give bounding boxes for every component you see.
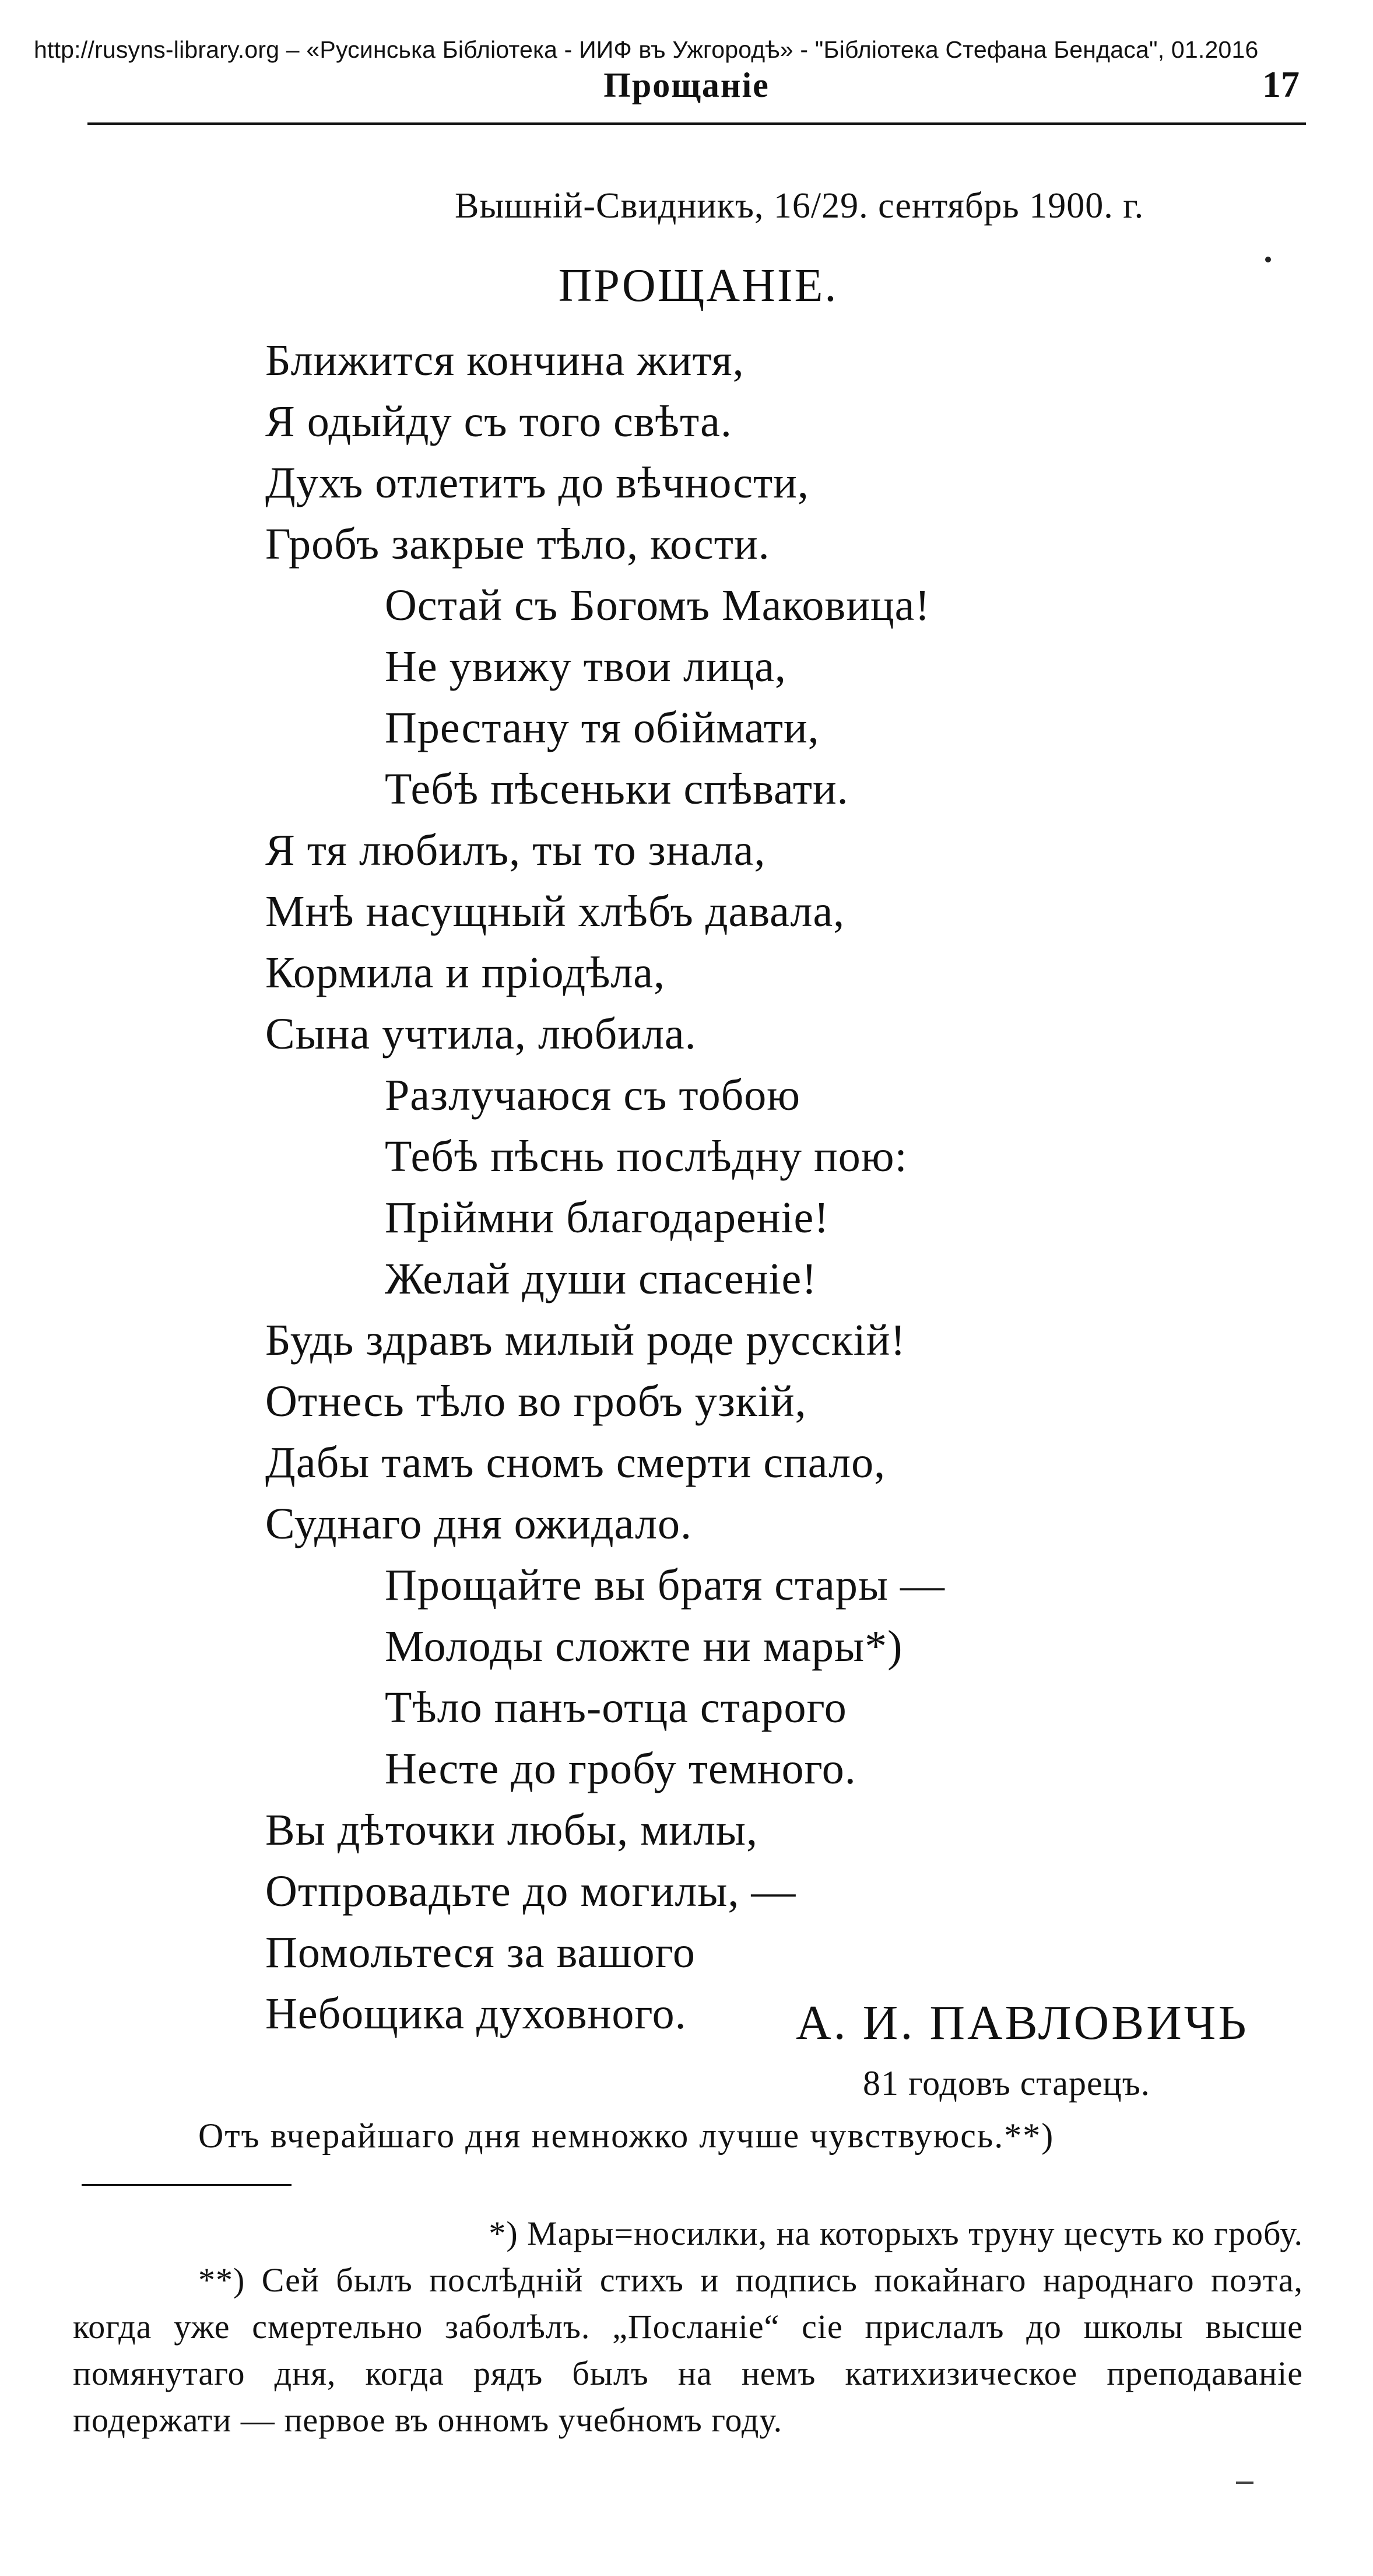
poem-line: Я одыйду съ того свѣта. — [265, 397, 732, 446]
poem-line: Суднаго дня ожидало. — [265, 1499, 692, 1548]
poem-line: Разлучаюся съ тобою — [385, 1071, 801, 1120]
poem-line: Помольтеся за вашого — [265, 1928, 696, 1977]
poem-line: Тебѣ пѣснь послѣдну пою: — [385, 1132, 908, 1181]
poem-line: Ближится кончина житя, — [265, 336, 745, 385]
poem-line: Отпровадьте до могилы, — — [265, 1867, 796, 1916]
poem-line: Пріймни благодареніе! — [385, 1193, 830, 1242]
poem-line: Дабы тамъ сномъ смерти спало, — [265, 1438, 886, 1487]
poem-line: Тебѣ пѣсеньки спѣвати. — [385, 765, 849, 814]
poem-line: Кормила и пріодѣла, — [265, 948, 666, 997]
header-rule — [87, 122, 1306, 125]
poem-line: Престану тя обіймати, — [385, 703, 820, 752]
signature-age: 81 годовъ старецъ. — [863, 2064, 1150, 2102]
poem-line: Будь здравъ милый роде русскій! — [265, 1316, 906, 1365]
running-title: Прощаніе — [603, 66, 770, 104]
poem-line: Остай съ Богомъ Маковица! — [385, 581, 930, 630]
closing-line: Отъ вчерайшаго дня немножко лучше чувствуюсь.**) — [198, 2116, 1055, 2155]
poem-line: Мнѣ насущный хлѣбъ давала, — [265, 887, 845, 936]
poem-title: ПРОЩАНІЕ. — [558, 260, 838, 311]
dateline: Вышній-Свидникъ, 16/29. сентябрь 1900. г. — [455, 186, 1144, 226]
poem-line: Несте до гробу темного. — [385, 1744, 856, 1793]
poem-line: Желай души спасеніе! — [385, 1254, 817, 1303]
poem-line: Не увижу твои лица, — [385, 642, 786, 691]
poem-line: Прощайте вы братя стары — — [385, 1561, 945, 1610]
poem-line: Отнесь тѣло во гробъ узкій, — [265, 1377, 807, 1426]
poem-line: Небощика духовного. — [265, 1989, 687, 2038]
page-number: 17 — [1262, 64, 1300, 105]
poem-line: Тѣло панъ-отца старого — [385, 1683, 847, 1732]
poem-line: Гробъ закрые тѣло, кости. — [265, 520, 770, 569]
poem-line: Вы дѣточки любы, милы, — [265, 1806, 758, 1855]
footnote-rule — [82, 2184, 292, 2186]
poem-line: Я тя любилъ, ты то знала, — [265, 826, 766, 875]
poem-line: Сына учтила, любила. — [265, 1010, 697, 1059]
footnote-2: **) Сей былъ послѣдній стихъ и подпись покайнаго народнаго поэта, когда уже смертельно заболѣлъ. „Посланіе“ сіе прислалъ до школы высше помянутаго дня, когда рядъ былъ на немъ катихизическое преподаваніе подержати — первое въ онномъ учебномъ году. — [73, 2261, 1303, 2439]
poem-line: Духъ отлетитъ до вѣчности, — [265, 458, 809, 507]
print-dash — [1236, 2482, 1253, 2484]
footnote-1: *) Мары=носилки, на которыхъ труну цесуть ко гробу. — [489, 2214, 1303, 2252]
header-url: http://rusyns-library.org – «Русинська Бібліотека - ИИФ въ Ужгородѣ» - "Бібліотека Стефана Бендаса", 01.2016 — [34, 36, 1259, 63]
poem-line: Молоды сложте ни мары*) — [385, 1622, 903, 1671]
signature-name: А. И. ПАВЛОВИЧЬ — [796, 1996, 1249, 2050]
